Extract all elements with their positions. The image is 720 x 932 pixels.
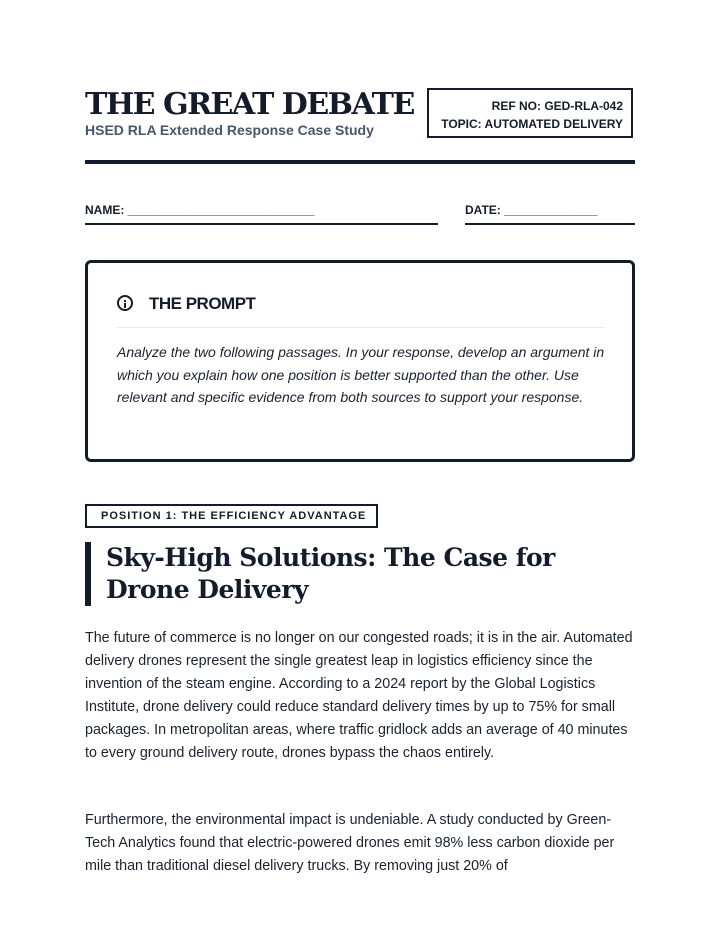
body-paragraph: Furthermore, the environmental impact is undeniable. A study conducted by Green-Tech Analytics found that electric-powered drones emit 98% less carbon dioxide per mile than traditional diesel delivery trucks. By removing just 20% of [85,812,615,874]
page-subtitle: HSED RLA Extended Response Case Study [85,122,374,138]
name-field[interactable]: NAME: ____________________________ [85,203,438,225]
body-paragraph: The future of commerce is no longer on our congested roads; it is in the air. Automated delivery drones represent the single greatest leap in logistics efficiency since the invention of the steam engine. According to a 2024 report by the Global Logistics Institute, drone delivery could reduce standard delivery times by up to 75% for small packages. In metropolitan areas, where traffic gridlock adds an average of 40 minutes to every ground delivery route, drones bypass the chaos entirely. [85,630,633,761]
topic-label: TOPIC: AUTOMATED DELIVERY [441,117,623,131]
article-title: Sky-High Solutions: The Case for Drone Delivery [85,542,635,606]
info-icon [117,295,133,311]
prompt-divider [117,327,604,328]
prompt-text: Analyze the two following passages. In your response, develop an argument in which you explain how one position is better supported than the other. Use relevant and specific evidence from both sources to support your response. [117,344,605,406]
prompt-title: THE PROMPT [149,294,256,313]
header-divider [85,160,635,164]
prompt-box [85,260,635,462]
position-tag: POSITION 1: THE EFFICIENCY ADVANTAGE [85,504,378,528]
ref-number: REF NO: GED-RLA-042 [491,99,623,113]
header [85,86,635,146]
reference-box [427,88,633,138]
date-field[interactable]: DATE: ______________ [465,203,635,225]
page-title: THE GREAT DEBATE [85,87,414,122]
